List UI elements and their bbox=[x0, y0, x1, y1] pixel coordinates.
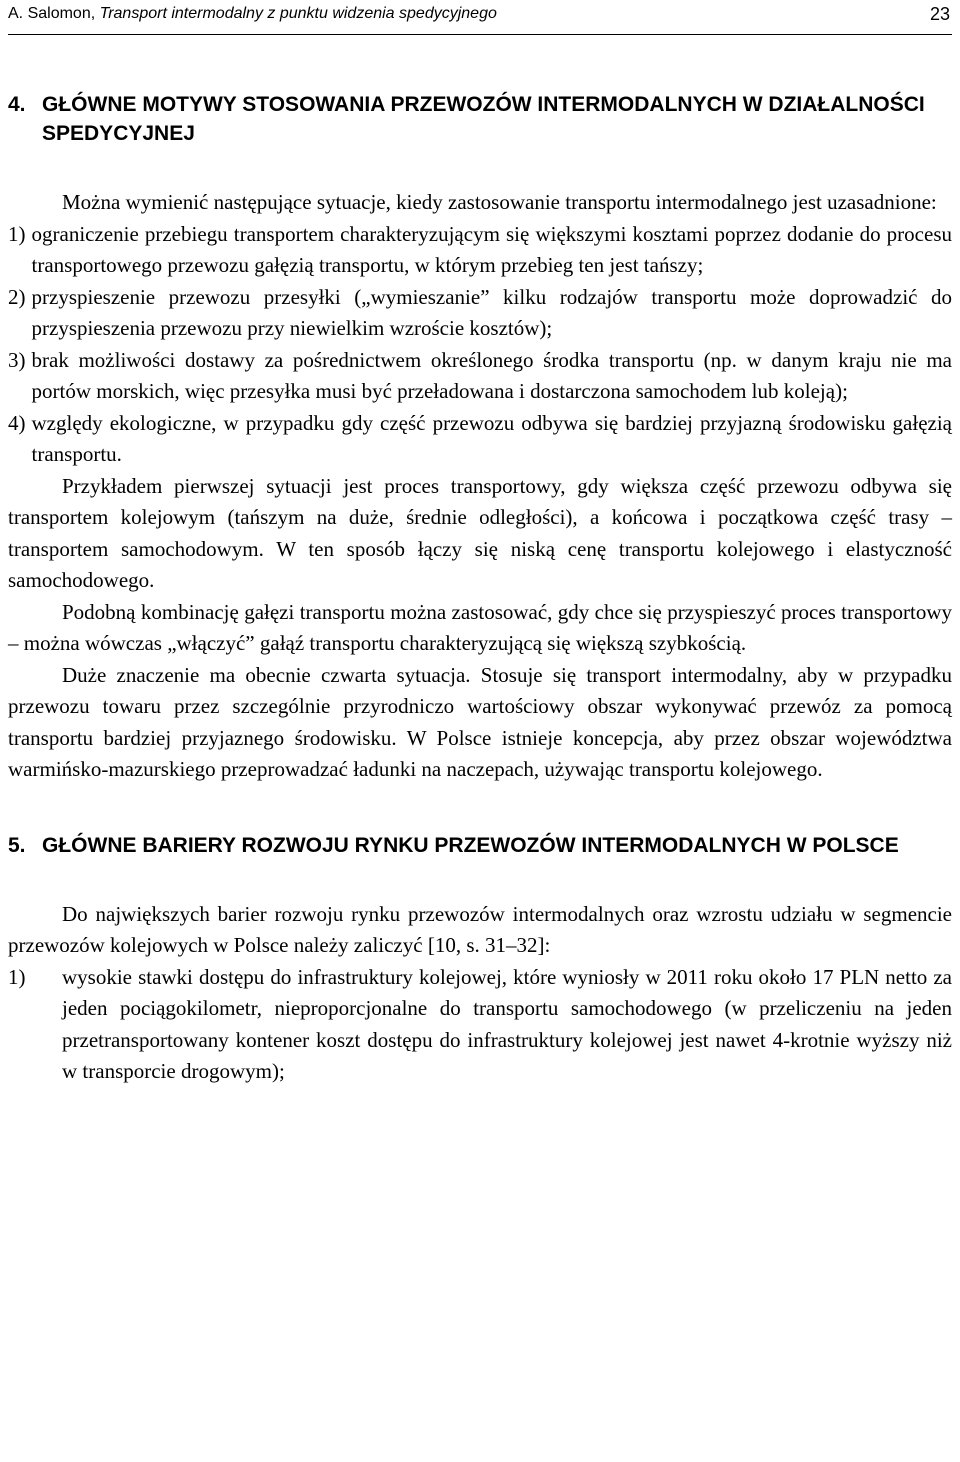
list-marker: 3) bbox=[8, 347, 26, 372]
list-marker: 2) bbox=[8, 284, 26, 309]
section-5-intro: Do największych barier rozwoju rynku przewozów intermodalnych oraz wzrostu udziału w segmencie przewozów kolejowych w Polsce należy zaliczyć [10, s. 31–32]: bbox=[8, 901, 952, 957]
section-4-body bbox=[8, 187, 952, 786]
section-5-body bbox=[8, 899, 952, 1088]
list-marker: 1) bbox=[8, 221, 26, 246]
section-4-list bbox=[8, 219, 952, 471]
list-text: brak możliwości dostawy za pośrednictwem określonego środka transportu (np. w danym kraju nie ma portów morskich, więc przesyłka musi być przeładowana i dostarczona samochodem lub koleją); bbox=[31, 347, 952, 403]
list-item bbox=[8, 962, 952, 1088]
list-text: przyspieszenie przewozu przesyłki („wymieszanie” kilku rodzajów transportu może doprowadzić do przyspieszenia przewozu przy niewielkim wzroście kosztów); bbox=[31, 284, 952, 340]
list-item bbox=[8, 282, 952, 345]
section-5-heading bbox=[8, 831, 952, 860]
list-text: wysokie stawki dostępu do infrastruktury kolejowej, które wyniosły w 2011 roku około 17 PLN netto za jeden pociągokilometr, nieproporcjonalne do transportu samochodowego (w przeliczeniu na jeden przetransportowany kontener koszt dostępu do infrastruktury kolejowej jest nawet 4-krotnie wyższy niż w transporcie drogowym); bbox=[62, 964, 952, 1083]
section-4-paragraph: Podobną kombinację gałęzi transportu można zastosować, gdy chce się przyspieszyć proces transportowy – można wówczas „włączyć” gałąź transportu charakteryzującą się większą szybkością. bbox=[8, 599, 952, 655]
section-4-title: GŁÓWNE MOTYWY STOSOWANIA PRZEWOZÓW INTERMODALNYCH W DZIAŁALNOŚCI SPEDYCYJNEJ bbox=[42, 93, 925, 145]
section-5-list bbox=[8, 962, 952, 1088]
header-author: A. Salomon, bbox=[8, 5, 100, 22]
list-marker: 4) bbox=[8, 410, 26, 435]
section-4-paragraph: Duże znaczenie ma obecnie czwarta sytuacja. Stosuje się transport intermodalny, aby w przypadku przewozu towaru przez szczególnie przyrodniczo wartościowy obszar wykonywać przewóz za pomocą transportu bardziej przyjaznego środowisku. W Polsce istnieje koncepcja, aby przez obszar województwa warmińsko-mazurskiego przeprowadzać ładunki na naczepach, używając transportu kolejowego. bbox=[8, 662, 952, 781]
section-4-paragraph: Przykładem pierwszej sytuacji jest proces transportowy, gdy większa część przewozu odbywa się transportem kolejowym (tańszym na duże, średnie odległości), a końcowa i początkowa część trasy – transportem samochodowym. W ten sposób łączy się niską cenę transportu kolejowego i elastyczność samochodowego. bbox=[8, 473, 952, 592]
section-5-title: GŁÓWNE BARIERY ROZWOJU RYNKU PRZEWOZÓW INTERMODALNYCH W POLSCE bbox=[42, 833, 899, 857]
section-4-heading bbox=[8, 90, 952, 148]
running-header bbox=[8, 0, 952, 35]
section-5-number: 5. bbox=[8, 833, 26, 857]
list-text: ograniczenie przebiegu transportem charakteryzującym się większymi kosztami poprzez dodanie do procesu transportowego przewozu gałęzią transportu, w którym przebieg ten jest tańszy; bbox=[31, 221, 952, 277]
list-marker: 1) bbox=[8, 964, 26, 989]
header-citation bbox=[8, 5, 497, 23]
section-4-intro: Można wymienić następujące sytuacje, kiedy zastosowanie transportu intermodalnego jest uzasadnione: bbox=[62, 190, 937, 214]
section-4-number: 4. bbox=[8, 93, 26, 116]
list-item bbox=[8, 345, 952, 408]
document-page bbox=[8, 0, 952, 1088]
page-number: 23 bbox=[929, 4, 950, 24]
list-text: względy ekologiczne, w przypadku gdy część przewozu odbywa się bardziej przyjazną środowisku gałęzią transportu. bbox=[31, 410, 952, 466]
header-title: Transport intermodalny z punktu widzenia spedycyjnego bbox=[99, 5, 497, 22]
list-item bbox=[8, 219, 952, 282]
list-item bbox=[8, 408, 952, 471]
